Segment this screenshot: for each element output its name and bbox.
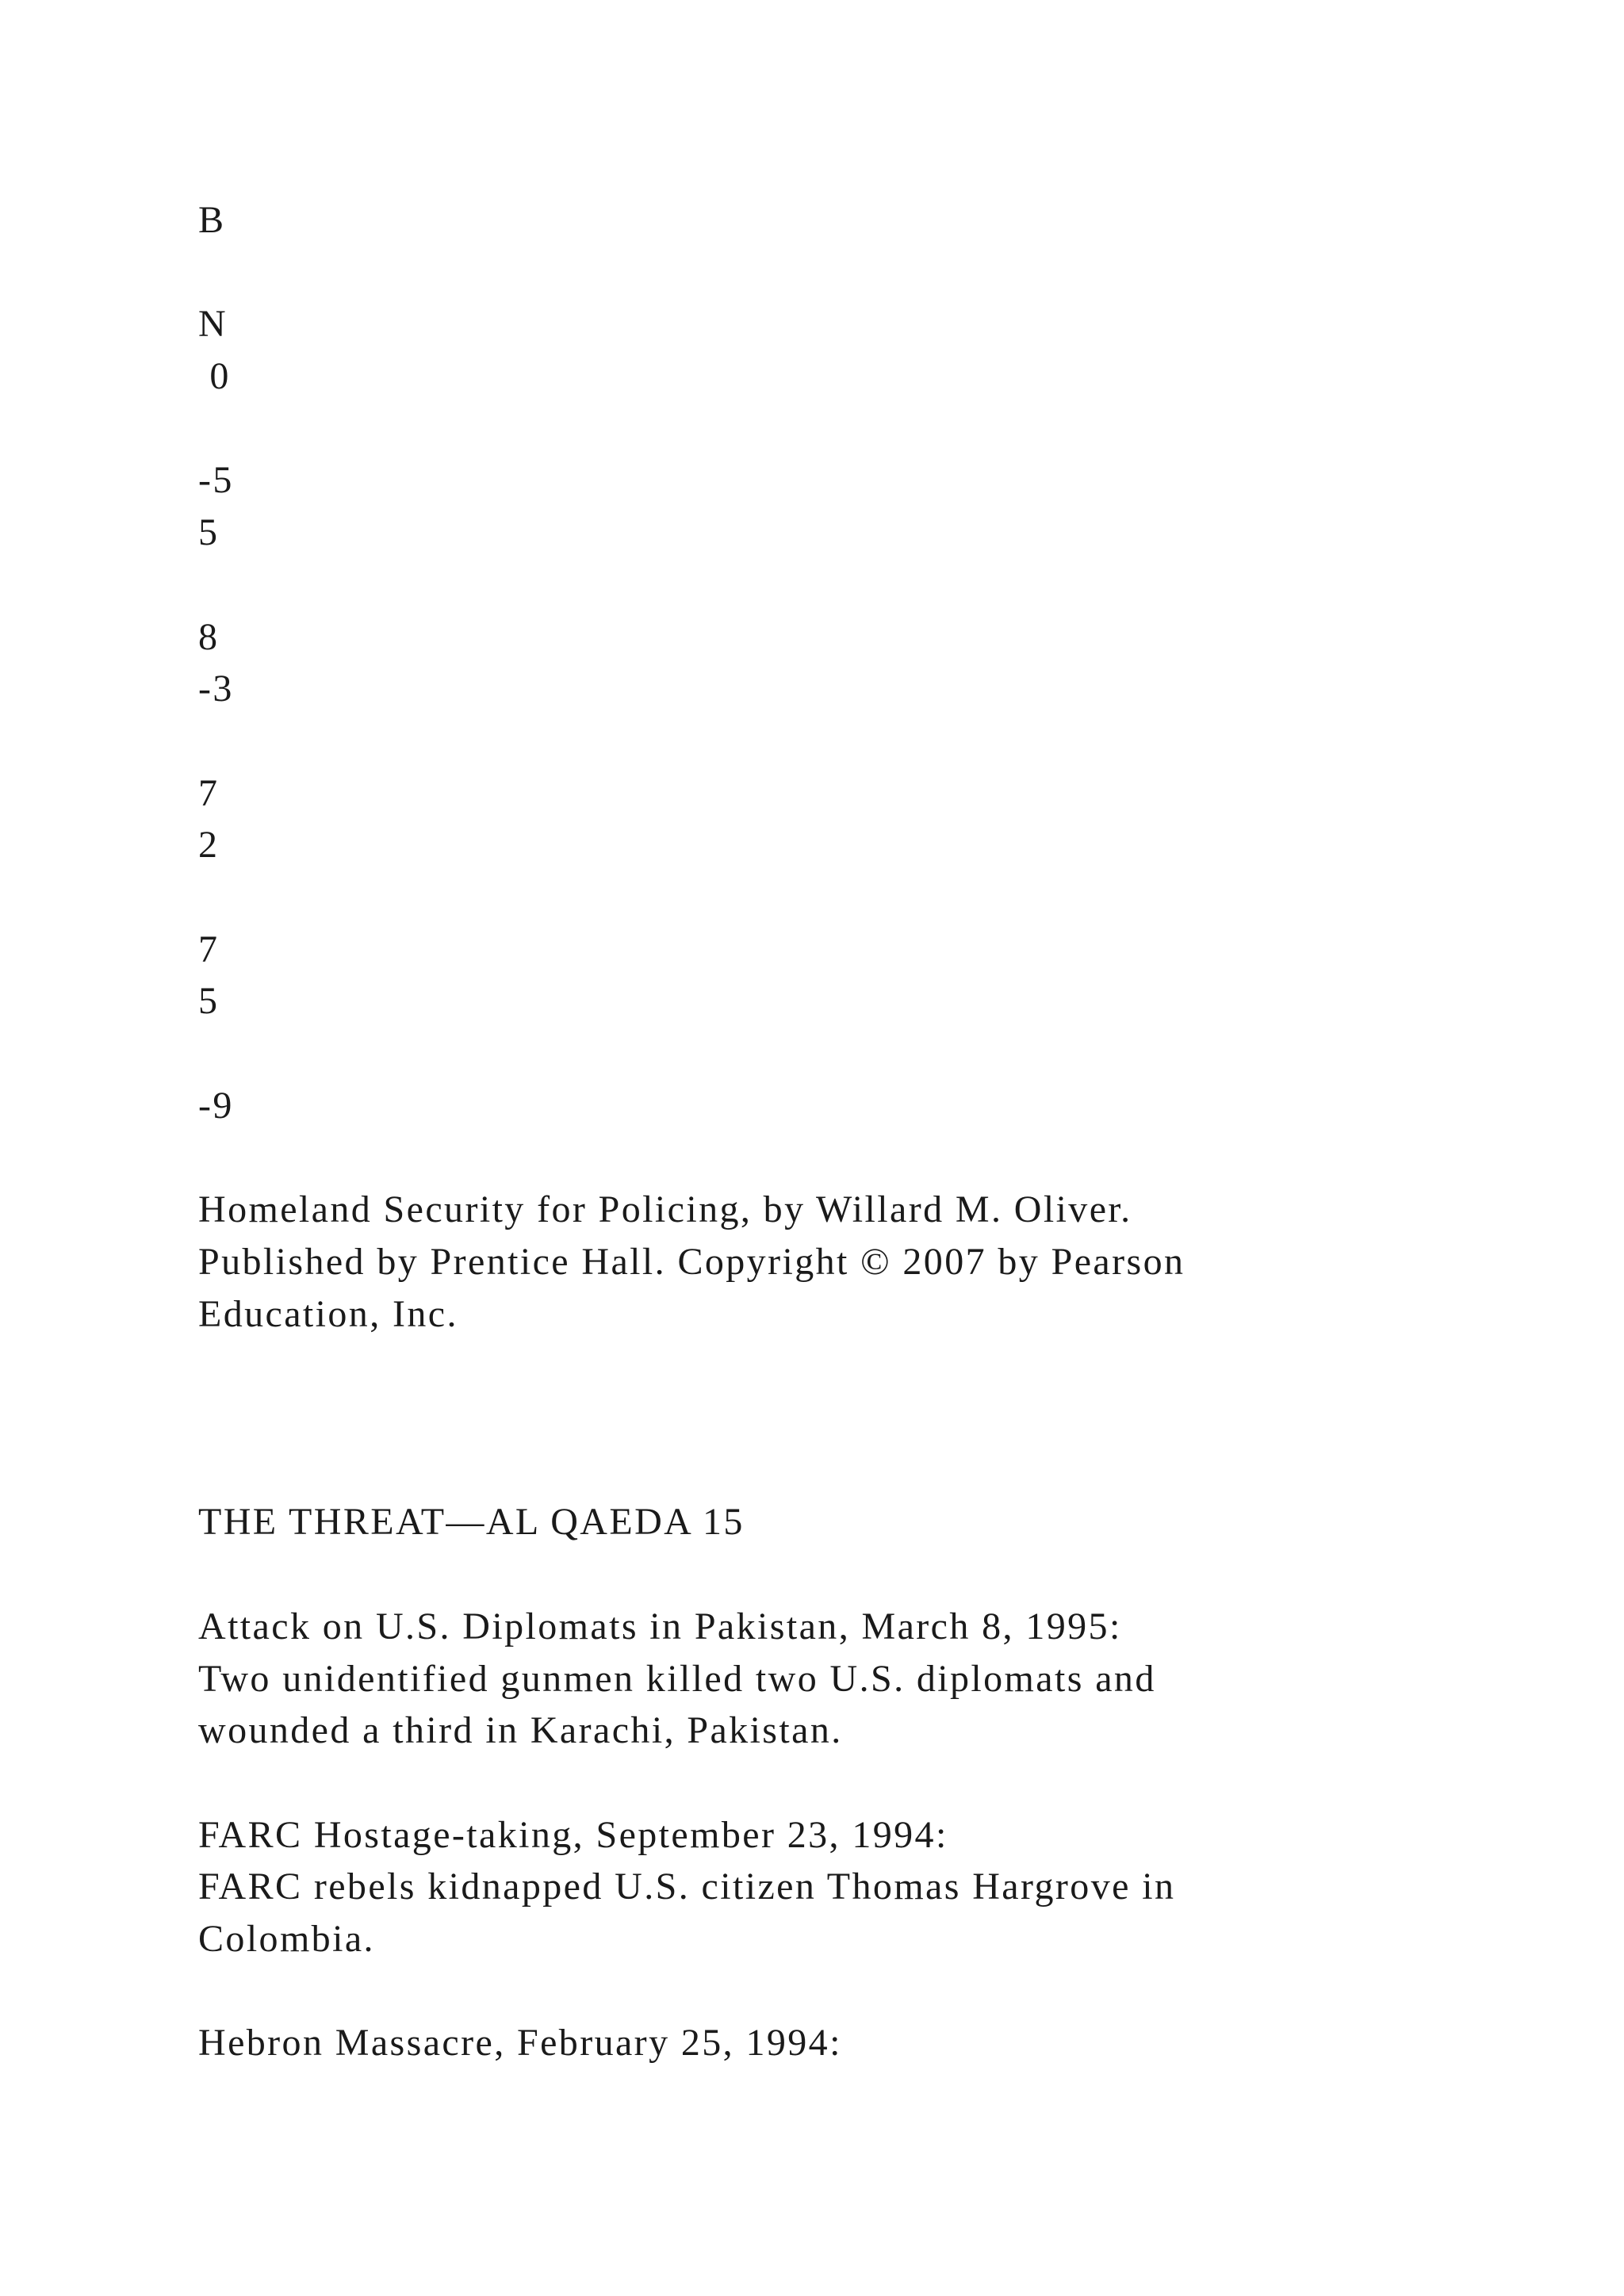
text-line <box>198 1445 1467 1497</box>
entry-heading: Hebron Massacre, February 25, 1994: <box>198 2022 842 2064</box>
entry-heading: Attack on U.S. Diplomats in Pakistan, March 8, 1995: <box>198 1605 1122 1647</box>
citation-line: Published by Prentice Hall. Copyright © 2007 by Pearson <box>198 1240 1185 1283</box>
text-line: -9 <box>198 1084 234 1127</box>
text-line <box>198 1548 1467 1601</box>
text-line <box>198 1132 1467 1184</box>
text-line <box>198 715 1467 767</box>
text-line <box>198 403 1467 455</box>
text-line <box>198 559 1467 611</box>
text-line: -5 <box>198 459 234 502</box>
text-line: B <box>198 199 226 241</box>
entry-body: Two unidentified gunmen killed two U.S. diplomats and <box>198 1657 1156 1700</box>
text-line: 8 <box>198 615 220 658</box>
running-header: THE THREAT—AL QAEDA 15 <box>198 1501 745 1544</box>
text-line <box>198 1340 1467 1392</box>
text-line: 5 <box>198 980 220 1023</box>
citation-line: Homeland Security for Policing, by Willard M. Oliver. <box>198 1188 1132 1231</box>
text-line <box>198 1965 1467 2018</box>
entry-body: wounded a third in Karachi, Pakistan. <box>198 1709 843 1752</box>
text-line: 0 <box>198 355 231 398</box>
entry-heading: FARC Hostage-taking, September 23, 1994: <box>198 1813 948 1856</box>
document-text <box>198 194 1467 2069</box>
text-line <box>198 1392 1467 1445</box>
text-line: 5 <box>198 511 220 554</box>
text-line: -3 <box>198 668 234 710</box>
text-line: 7 <box>198 928 220 970</box>
entry-body: Colombia. <box>198 1918 375 1961</box>
text-line: N <box>198 303 228 346</box>
text-line <box>198 1027 1467 1080</box>
text-line <box>198 871 1467 924</box>
text-line: 2 <box>198 824 220 867</box>
text-line <box>198 1757 1467 1809</box>
citation-line: Education, Inc. <box>198 1292 458 1335</box>
text-line: 7 <box>198 771 220 814</box>
text-line <box>198 247 1467 299</box>
entry-body: FARC rebels kidnapped U.S. citizen Thomas Hargrove in <box>198 1866 1176 1908</box>
